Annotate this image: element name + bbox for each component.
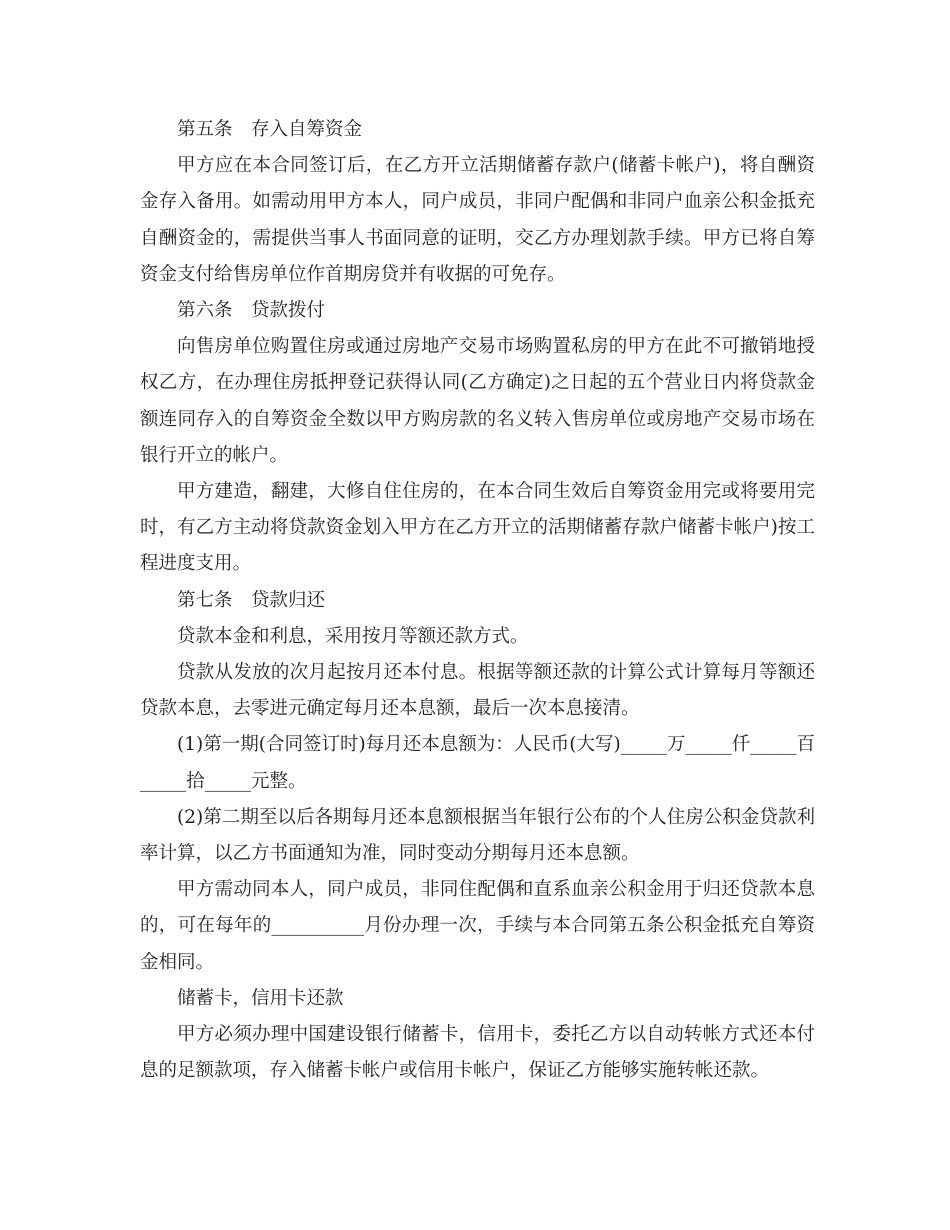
article-7-item-1: (1)第一期(合同签订时)每月还本息额为：人民币(大写)_____万_____仟_____百_____拾_____元整。 [140, 734, 815, 792]
article-5-body: 甲方应在本合同签订后，在乙方开立活期储蓄存款户(储蓄卡帐户)，将自酬资金存入备用。如需动用甲方本人，同户成员，非同户配偶和非同户血亲公积金抵充自酬资金的，需提供当事人书面同意的证明，交乙方办理划款手续。甲方已将自筹资金支付给售房单位作首期房贷并有收据的可免存。 [140, 155, 815, 285]
savings-card-heading: 储蓄卡，信用卡还款 [177, 987, 344, 1009]
article-7-body-2: 贷款从发放的次月起按月还本付息。根据等额还款的计算公式计算每月等额还贷款本息，去零进元确定每月还本息额，最后一次本息接清。 [140, 662, 815, 720]
article-7-body-3: 甲方需动同本人，同户成员，非同住配偶和直系血亲公积金用于归还贷款本息的，可在每年的__________月份办理一次，手续与本合同第五条公积金抵充自筹资金相同。 [140, 879, 815, 973]
document-page [140, 112, 815, 1089]
article-7-body-1: 贷款本金和利息，采用按月等额还款方式。 [177, 625, 529, 647]
article-6-body-2: 甲方建造，翻建，大修自住住房的，在本合同生效后自筹资金用完或将要用完时，有乙方主动将贷款资金划入甲方在乙方开立的活期储蓄存款户储蓄卡帐户)按工程进度支用。 [140, 481, 815, 575]
savings-card-body: 甲方必须办理中国建设银行储蓄卡，信用卡，委托乙方以自动转帐方式还本付息的足额款项，存入储蓄卡帐户或信用卡帐户，保证乙方能够实施转帐还款。 [140, 1024, 815, 1082]
article-6-heading: 第六条 贷款拨付 [177, 300, 326, 322]
article-7-item-2: (2)第二期至以后各期每月还本息额根据当年银行公布的个人住房公积金贷款利率计算，以乙方书面通知为准，同时变动分期每月还本息额。 [140, 806, 815, 865]
article-5-heading: 第五条 存入自筹资金 [177, 119, 363, 140]
article-6-body-1: 向售房单位购置住房或通过房地产交易市场购置私房的甲方在此不可撤销地授权乙方，在办理住房抵押登记获得认同(乙方确定)之日起的五个营业日内将贷款金额连同存入的自筹资金全数以甲方购房款的名义转入售房单位或房地产交易市场在银行开立的帐户。 [140, 336, 815, 466]
article-7-heading: 第七条 贷款归还 [177, 589, 326, 611]
